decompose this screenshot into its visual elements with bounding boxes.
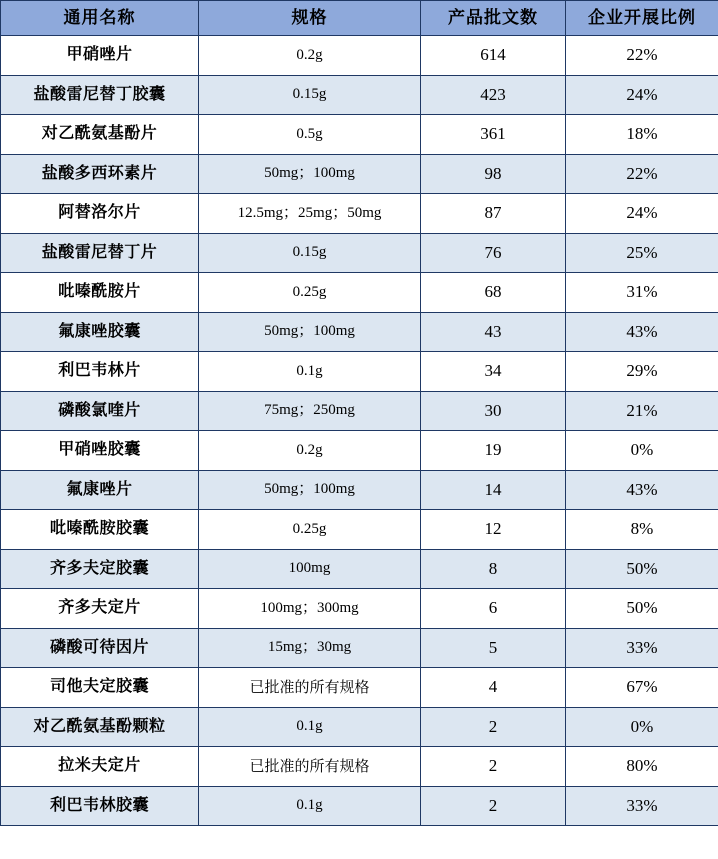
cell-approval-count: 5	[421, 628, 566, 668]
cell-enterprise-ratio: 8%	[566, 510, 718, 550]
cell-enterprise-ratio: 25%	[566, 233, 718, 273]
cell-approval-count: 12	[421, 510, 566, 550]
cell-approval-count: 14	[421, 470, 566, 510]
cell-specification: 0.1g	[199, 707, 421, 747]
cell-generic-name: 甲硝唑胶囊	[1, 431, 199, 471]
cell-generic-name: 阿替洛尔片	[1, 194, 199, 234]
cell-specification: 75mg；250mg	[199, 391, 421, 431]
cell-approval-count: 87	[421, 194, 566, 234]
cell-specification: 0.15g	[199, 75, 421, 115]
cell-specification: 100mg；300mg	[199, 589, 421, 629]
cell-generic-name: 盐酸雷尼替丁片	[1, 233, 199, 273]
cell-generic-name: 磷酸可待因片	[1, 628, 199, 668]
cell-approval-count: 34	[421, 352, 566, 392]
table-row	[1, 36, 718, 76]
cell-generic-name: 吡嗪酰胺胶囊	[1, 510, 199, 550]
table-row	[1, 352, 718, 392]
table-row	[1, 747, 718, 787]
cell-generic-name: 利巴韦林胶囊	[1, 786, 199, 826]
cell-specification: 0.1g	[199, 786, 421, 826]
table-header-row	[1, 1, 718, 36]
table-row	[1, 312, 718, 352]
cell-enterprise-ratio: 33%	[566, 628, 718, 668]
table-row	[1, 510, 718, 550]
column-header-spec: 规格	[199, 1, 421, 36]
cell-specification: 已批准的所有规格	[199, 668, 421, 708]
cell-specification: 已批准的所有规格	[199, 747, 421, 787]
cell-specification: 100mg	[199, 549, 421, 589]
cell-specification: 0.25g	[199, 273, 421, 313]
cell-approval-count: 98	[421, 154, 566, 194]
cell-enterprise-ratio: 24%	[566, 194, 718, 234]
table-row	[1, 589, 718, 629]
cell-enterprise-ratio: 29%	[566, 352, 718, 392]
cell-enterprise-ratio: 43%	[566, 470, 718, 510]
cell-specification: 50mg；100mg	[199, 312, 421, 352]
cell-approval-count: 361	[421, 115, 566, 155]
cell-enterprise-ratio: 31%	[566, 273, 718, 313]
cell-approval-count: 43	[421, 312, 566, 352]
table-row	[1, 75, 718, 115]
table-row	[1, 786, 718, 826]
cell-generic-name: 盐酸雷尼替丁胶囊	[1, 75, 199, 115]
cell-enterprise-ratio: 21%	[566, 391, 718, 431]
cell-generic-name: 磷酸氯喹片	[1, 391, 199, 431]
cell-approval-count: 2	[421, 786, 566, 826]
table-row	[1, 470, 718, 510]
table-row	[1, 431, 718, 471]
cell-generic-name: 氟康唑片	[1, 470, 199, 510]
cell-specification: 0.15g	[199, 233, 421, 273]
table-row	[1, 391, 718, 431]
column-header-approvals: 产品批文数	[421, 1, 566, 36]
cell-specification: 50mg；100mg	[199, 470, 421, 510]
cell-generic-name: 利巴韦林片	[1, 352, 199, 392]
cell-enterprise-ratio: 22%	[566, 154, 718, 194]
cell-approval-count: 2	[421, 747, 566, 787]
table-row	[1, 194, 718, 234]
cell-enterprise-ratio: 18%	[566, 115, 718, 155]
table-row	[1, 668, 718, 708]
cell-approval-count: 8	[421, 549, 566, 589]
cell-enterprise-ratio: 0%	[566, 707, 718, 747]
table-row	[1, 154, 718, 194]
cell-approval-count: 6	[421, 589, 566, 629]
cell-approval-count: 30	[421, 391, 566, 431]
table-row	[1, 233, 718, 273]
cell-specification: 0.2g	[199, 36, 421, 76]
cell-generic-name: 吡嗪酰胺片	[1, 273, 199, 313]
cell-approval-count: 4	[421, 668, 566, 708]
cell-enterprise-ratio: 22%	[566, 36, 718, 76]
cell-approval-count: 76	[421, 233, 566, 273]
cell-specification: 0.1g	[199, 352, 421, 392]
cell-specification: 12.5mg；25mg；50mg	[199, 194, 421, 234]
cell-generic-name: 氟康唑胶囊	[1, 312, 199, 352]
cell-generic-name: 盐酸多西环素片	[1, 154, 199, 194]
cell-enterprise-ratio: 50%	[566, 549, 718, 589]
cell-generic-name: 司他夫定胶囊	[1, 668, 199, 708]
cell-generic-name: 对乙酰氨基酚颗粒	[1, 707, 199, 747]
cell-approval-count: 2	[421, 707, 566, 747]
cell-approval-count: 614	[421, 36, 566, 76]
table-row	[1, 273, 718, 313]
cell-specification: 0.25g	[199, 510, 421, 550]
cell-specification: 15mg；30mg	[199, 628, 421, 668]
cell-specification: 0.5g	[199, 115, 421, 155]
column-header-name: 通用名称	[1, 1, 199, 36]
cell-generic-name: 甲硝唑片	[1, 36, 199, 76]
cell-enterprise-ratio: 67%	[566, 668, 718, 708]
cell-generic-name: 齐多夫定片	[1, 589, 199, 629]
cell-enterprise-ratio: 43%	[566, 312, 718, 352]
table-row	[1, 707, 718, 747]
table-row	[1, 115, 718, 155]
cell-enterprise-ratio: 0%	[566, 431, 718, 471]
table-row	[1, 549, 718, 589]
cell-generic-name: 对乙酰氨基酚片	[1, 115, 199, 155]
cell-enterprise-ratio: 80%	[566, 747, 718, 787]
cell-specification: 50mg；100mg	[199, 154, 421, 194]
cell-approval-count: 19	[421, 431, 566, 471]
table-row	[1, 628, 718, 668]
cell-generic-name: 拉米夫定片	[1, 747, 199, 787]
column-header-ratio: 企业开展比例	[566, 1, 718, 36]
table-body	[1, 36, 718, 826]
cell-enterprise-ratio: 33%	[566, 786, 718, 826]
cell-approval-count: 68	[421, 273, 566, 313]
cell-enterprise-ratio: 50%	[566, 589, 718, 629]
cell-generic-name: 齐多夫定胶囊	[1, 549, 199, 589]
cell-approval-count: 423	[421, 75, 566, 115]
cell-enterprise-ratio: 24%	[566, 75, 718, 115]
cell-specification: 0.2g	[199, 431, 421, 471]
